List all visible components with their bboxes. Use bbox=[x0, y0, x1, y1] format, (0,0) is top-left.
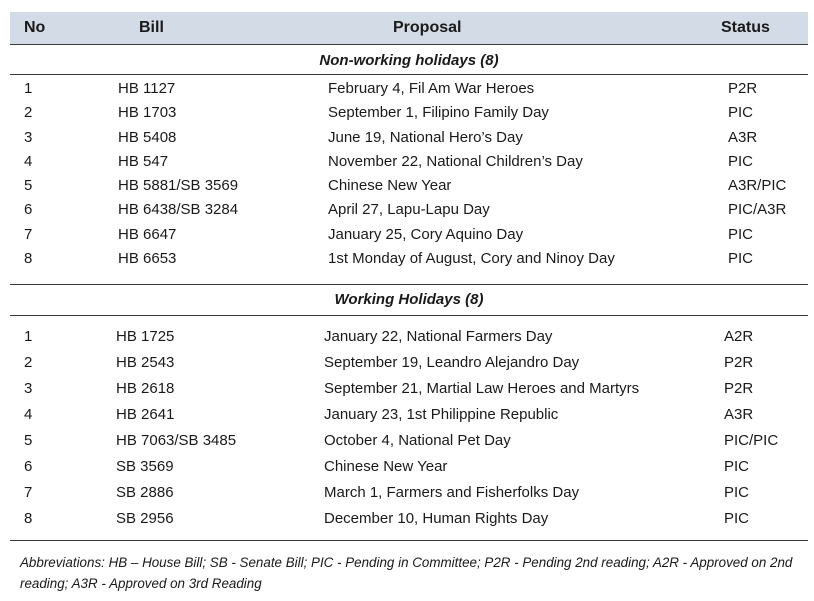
table-row bbox=[10, 326, 808, 352]
row-proposal: April 27, Lapu-Lapu Day bbox=[328, 201, 490, 219]
table-row bbox=[10, 248, 808, 272]
row-no: 5 bbox=[24, 177, 33, 195]
section-title-non-working: Non-working holidays (8) bbox=[319, 52, 499, 69]
row-proposal: Chinese New Year bbox=[328, 177, 452, 195]
row-no: 6 bbox=[24, 458, 33, 475]
row-status: P2R bbox=[724, 354, 754, 371]
row-no: 1 bbox=[24, 80, 33, 97]
row-proposal: January 25, Cory Aquino Day bbox=[328, 225, 524, 243]
table-row bbox=[10, 102, 808, 126]
row-proposal: October 4, National Pet Day bbox=[324, 432, 511, 449]
row-bill: HB 1725 bbox=[116, 328, 175, 345]
row-status: PIC/A3R bbox=[728, 201, 787, 219]
row-no: 3 bbox=[24, 380, 33, 397]
row-status: A3R bbox=[724, 406, 754, 423]
row-bill: HB 7063/SB 3485 bbox=[116, 432, 237, 449]
row-no: 2 bbox=[24, 354, 33, 371]
row-proposal: January 23, 1st Philippine Republic bbox=[324, 406, 559, 423]
row-bill: SB 2886 bbox=[116, 484, 174, 501]
row-proposal: November 22, National Children’s Day bbox=[328, 152, 583, 170]
table-row bbox=[10, 378, 808, 404]
row-no: 8 bbox=[24, 250, 33, 268]
column-header-bill: Bill bbox=[139, 19, 164, 36]
table-row bbox=[10, 78, 808, 102]
row-no: 3 bbox=[24, 128, 33, 146]
row-status: PIC bbox=[728, 152, 754, 170]
row-bill: HB 2543 bbox=[116, 354, 175, 371]
row-bill: HB 6647 bbox=[118, 225, 177, 243]
column-header-proposal: Proposal bbox=[393, 19, 462, 36]
row-no: 2 bbox=[24, 104, 33, 122]
row-bill: HB 5881/SB 3569 bbox=[118, 177, 239, 195]
table-row bbox=[10, 127, 808, 151]
row-status: A2R bbox=[724, 328, 754, 345]
row-bill: HB 6438/SB 3284 bbox=[118, 201, 239, 219]
row-no: 6 bbox=[24, 201, 33, 219]
row-proposal: February 4, Fil Am War Heroes bbox=[328, 80, 535, 97]
row-status: A3R/PIC bbox=[728, 177, 787, 195]
row-status: P2R bbox=[728, 80, 758, 97]
row-proposal: September 21, Martial Law Heroes and Martyrs bbox=[324, 380, 640, 397]
row-status: PIC bbox=[724, 510, 750, 527]
row-status: PIC bbox=[724, 458, 750, 475]
table-row bbox=[10, 352, 808, 378]
row-proposal: 1st Monday of August, Cory and Ninoy Day bbox=[328, 250, 615, 268]
row-status: PIC bbox=[728, 225, 754, 243]
table-row bbox=[10, 508, 808, 534]
abbreviations-footnote: Abbreviations: HB – House Bill; SB - Senate Bill; PIC - Pending in Committee; P2R - Pending 2nd reading; A2R - Approved on 2nd reading; A3R - Approved on 3rd Reading bbox=[20, 555, 793, 591]
row-no: 7 bbox=[24, 484, 33, 501]
row-status: PIC/PIC bbox=[724, 432, 779, 449]
row-bill: SB 3569 bbox=[116, 458, 174, 475]
row-proposal: September 1, Filipino Family Day bbox=[328, 104, 549, 122]
row-bill: HB 5408 bbox=[118, 128, 177, 146]
column-header-status: Status bbox=[721, 19, 770, 36]
table-row bbox=[10, 151, 808, 175]
row-no: 7 bbox=[24, 225, 33, 243]
section-divider bbox=[10, 284, 808, 285]
row-status: PIC bbox=[728, 250, 754, 268]
section-divider bbox=[10, 315, 808, 316]
row-proposal: January 22, National Farmers Day bbox=[324, 328, 553, 345]
table-row bbox=[10, 430, 808, 456]
row-bill: HB 1127 bbox=[118, 80, 176, 97]
row-proposal: June 19, National Hero’s Day bbox=[328, 128, 523, 146]
row-no: 4 bbox=[24, 406, 33, 423]
row-proposal: March 1, Farmers and Fisherfolks Day bbox=[324, 484, 580, 501]
table-row bbox=[10, 199, 808, 223]
non-working-holidays-rows bbox=[10, 78, 808, 272]
row-no: 4 bbox=[24, 152, 33, 170]
row-proposal: Chinese New Year bbox=[324, 458, 448, 475]
row-no: 8 bbox=[24, 510, 33, 527]
table-bottom-rule bbox=[10, 540, 808, 541]
row-status: A3R bbox=[728, 128, 758, 146]
row-proposal: December 10, Human Rights Day bbox=[324, 510, 549, 527]
section-title-working: Working Holidays (8) bbox=[334, 291, 484, 308]
row-status: P2R bbox=[724, 380, 754, 397]
row-status: PIC bbox=[728, 104, 754, 122]
row-no: 5 bbox=[24, 432, 33, 449]
column-header-no: No bbox=[24, 19, 46, 36]
table-row bbox=[10, 404, 808, 430]
row-bill: HB 547 bbox=[118, 152, 169, 170]
table-row bbox=[10, 175, 808, 199]
row-status: PIC bbox=[724, 484, 750, 501]
row-bill: HB 1703 bbox=[118, 104, 177, 122]
section-divider bbox=[10, 74, 808, 75]
row-bill: HB 6653 bbox=[118, 250, 177, 268]
table-row bbox=[10, 456, 808, 482]
row-no: 1 bbox=[24, 328, 33, 345]
row-proposal: September 19, Leandro Alejandro Day bbox=[324, 354, 580, 371]
row-bill: HB 2618 bbox=[116, 380, 175, 397]
working-holidays-rows bbox=[10, 326, 808, 534]
table-row bbox=[10, 224, 808, 248]
table-row bbox=[10, 482, 808, 508]
row-bill: SB 2956 bbox=[116, 510, 174, 527]
row-bill: HB 2641 bbox=[116, 406, 175, 423]
table-header bbox=[10, 12, 808, 45]
